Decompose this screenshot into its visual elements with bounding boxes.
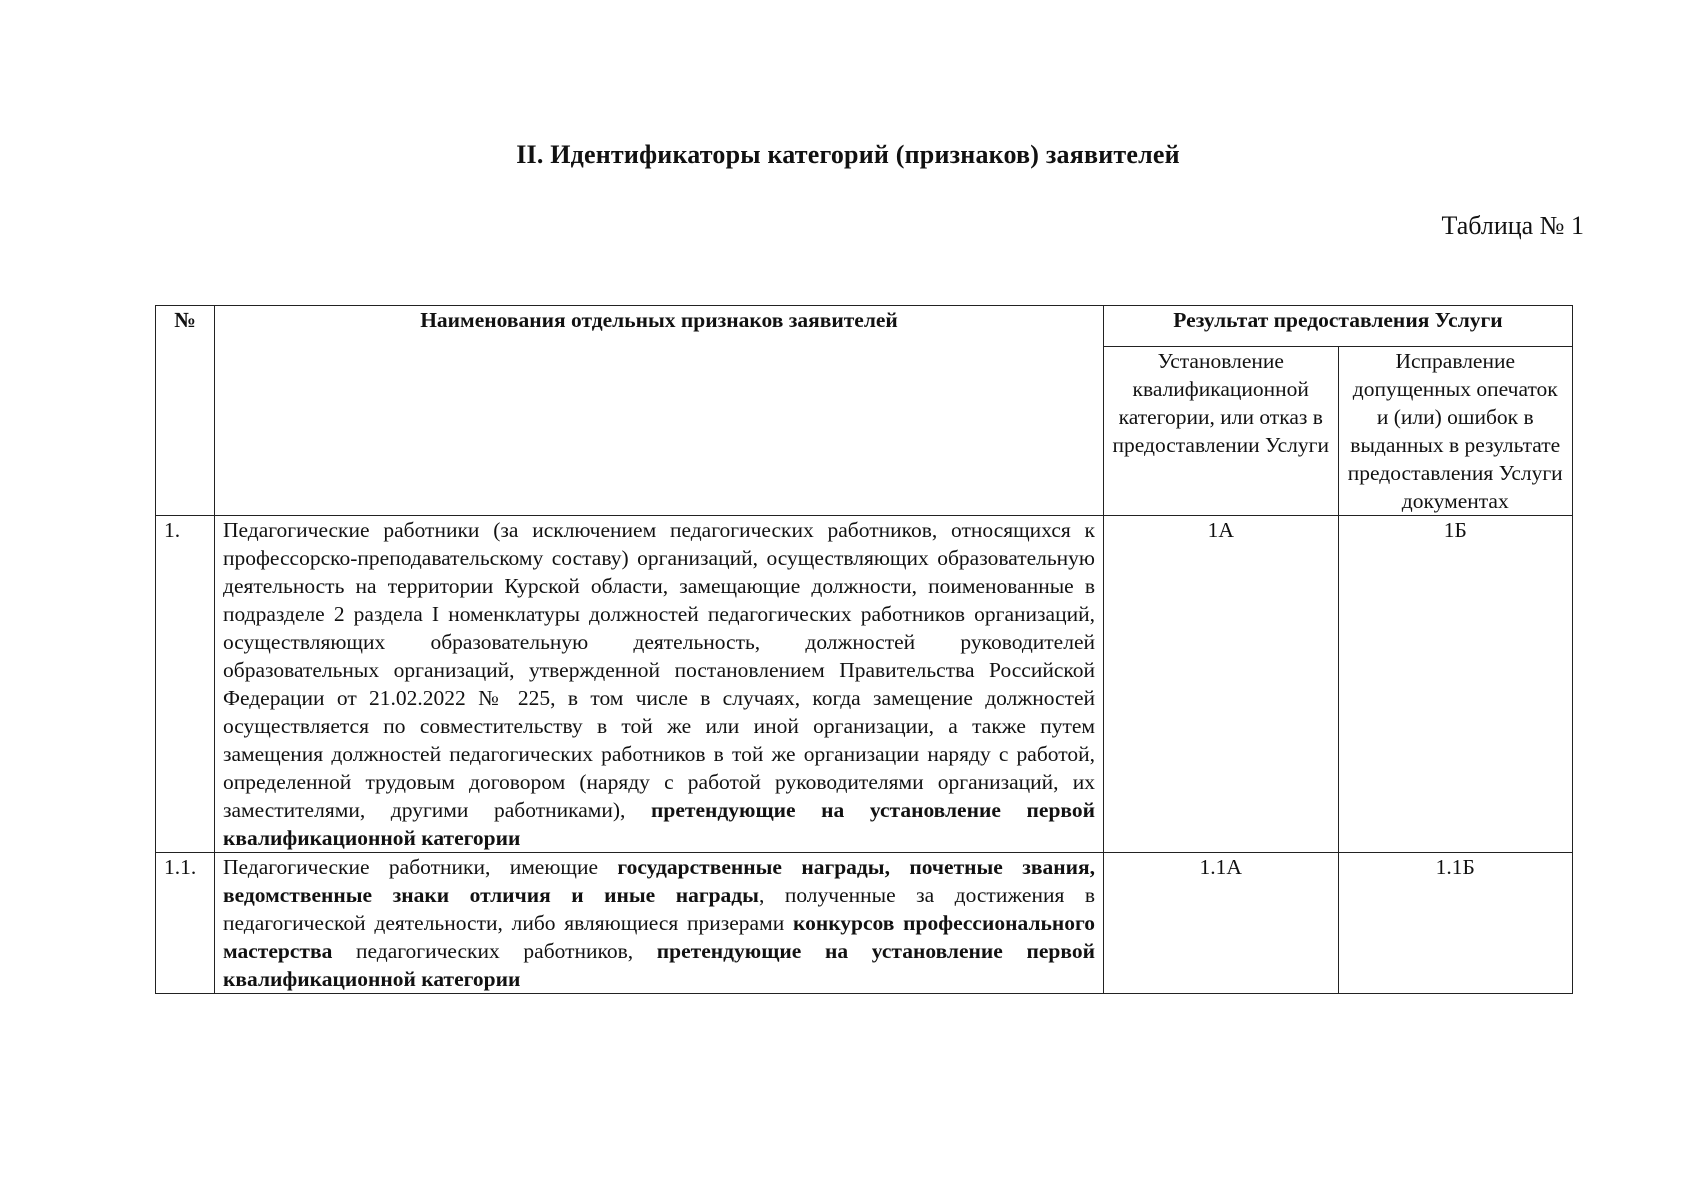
description-bold-text: претендующие на установление первой квалификационной категории [223, 798, 1096, 850]
table-label: Таблица № 1 [1441, 211, 1584, 240]
row-number: 1.1. [156, 853, 215, 994]
description-text: педагогических работников, [332, 939, 657, 963]
applicant-categories-table [155, 305, 1573, 994]
row-code-a: 1.1А [1104, 853, 1339, 994]
row-description [215, 516, 1104, 853]
table-row [156, 516, 1573, 853]
description-text: , полученные за достижения в педагогической деятельности, либо являющиеся призерами [223, 883, 1095, 935]
row-number: 1. [156, 516, 215, 853]
row-code-b: 1.1Б [1338, 853, 1573, 994]
description-bold-text: претендующие на установление первой квалификационной категории [223, 939, 1095, 991]
header-result-correction: Исправление допущенных опечаток и (или) ошибок в выданных в результате предоставления Услуги документах [1338, 347, 1573, 516]
header-result-qualification: Установление квалификационной категории, или отказ в предоставлении Услуги [1104, 347, 1339, 516]
page-title: II. Идентификаторы категорий (признаков) заявителей [516, 140, 1180, 169]
description-bold-text: государственные награды, почетные звания, ведомственные знаки отличия и иные награды [223, 855, 1095, 907]
description-bold-text: конкурсов профессионального мастерства [223, 911, 1095, 963]
header-name: Наименования отдельных признаков заявителей [215, 306, 1104, 516]
row-code-a: 1А [1104, 516, 1339, 853]
description-text: Педагогические работники (за исключением педагогических работников, относящихся к профессорско-преподавательскому составу) организаций, осуществляющих образовательную деятельность на территории Курской области, замещающие должности, поименованные в подразделе 2 раздела I номенклатуры должностей педагогических работников организаций, осуществляющих образовательную деятельность, должностей руководителей образовательных организаций, утвержденной постановлением Правительства Российской Федерации от 21.02.2022 № 225, в том числе в случаях, когда замещение должностей осуществляется по совместительству в той же или иной организации, а также путем замещения должностей педагогических работников в той же организации наряду с работой, определенной трудовым договором (наряду с работой руководителями организаций, их заместителями, другими работниками), [223, 518, 1095, 822]
row-description [215, 853, 1104, 994]
table-row [156, 853, 1573, 994]
table-header-row [156, 306, 1573, 347]
header-result-group: Результат предоставления Услуги [1104, 306, 1573, 347]
description-text: Педагогические работники, имеющие [223, 855, 618, 879]
row-code-b: 1Б [1338, 516, 1573, 853]
header-number: № [156, 306, 215, 516]
